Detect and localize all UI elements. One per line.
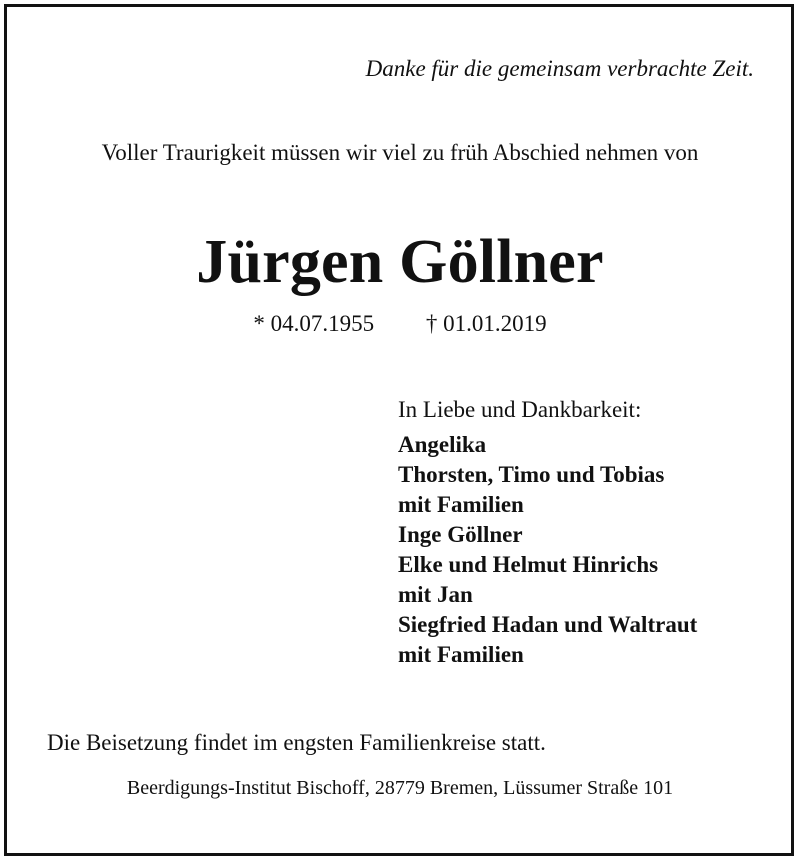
mourner-line: Angelika [398, 432, 487, 457]
mourner-line: mit Familien [398, 492, 524, 517]
death-date: † 01.01.2019 [425, 311, 547, 336]
birth-date: * 04.07.1955 [253, 311, 375, 336]
mourner-line: Elke und Helmut Hinrichs [398, 552, 659, 577]
burial-note: Die Beisetzung findet im engsten Familienkreise statt. [47, 730, 546, 755]
intro-line: Voller Traurigkeit müssen wir viel zu früh Abschied nehmen von [101, 140, 699, 165]
mourner-line: Thorsten, Timo und Tobias [398, 462, 665, 487]
mourner-line: mit Familien [398, 642, 524, 667]
mourners-block [398, 396, 697, 670]
life-dates [0, 311, 800, 337]
motto-line: Danke für die gemeinsam verbrachte Zeit. [365, 56, 754, 81]
mourners-list [398, 430, 697, 670]
deceased-name: Jürgen Göllner [196, 228, 604, 296]
funeral-home-line: Beerdigungs-Institut Bischoff, 28779 Bremen, Lüssumer Straße 101 [126, 777, 674, 799]
mourner-line: mit Jan [398, 582, 473, 607]
mourner-line: Siegfried Hadan und Waltraut [398, 612, 698, 637]
mourners-heading: In Liebe und Dankbarkeit: [398, 397, 642, 422]
mourner-line: Inge Göllner [398, 522, 523, 547]
